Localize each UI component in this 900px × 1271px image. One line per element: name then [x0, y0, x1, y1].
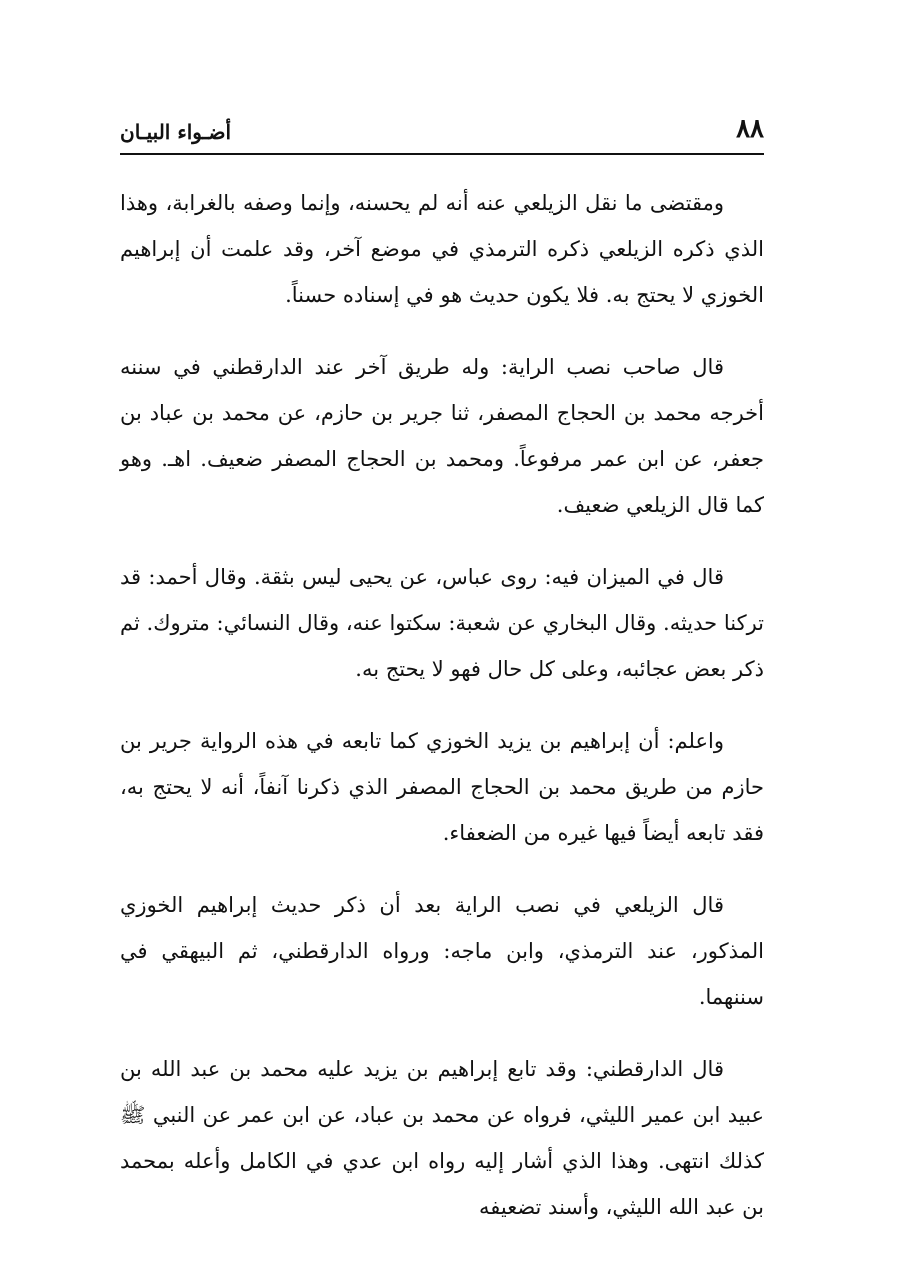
paragraph: قال الزيلعي في نصب الراية بعد أن ذكر حديث إبراهيم الخوزي المذكور، عند الترمذي، وابن ماجه: ورواه الدارقطني، ثم البيهقي في سننهما.	[120, 893, 764, 1009]
paragraph: قال صاحب نصب الراية: وله طريق آخر عند الدارقطني في سننه أخرجه محمد بن الحجاج المصفر، ثنا جرير بن حازم، عن محمد بن عباد بن جعفر، عن ابن عمر مرفوعاً. ومحمد بن الحجاج المصفر ضعيف. اهـ. وهو كما قال الزيلعي ضعيف.	[120, 355, 764, 517]
page-number: ٨٨	[736, 114, 764, 144]
page-body	[120, 180, 764, 1230]
paragraph: واعلم: أن إبراهيم بن يزيد الخوزي كما تابعه في هذه الرواية جرير بن حازم من طريق محمد بن الحجاج المصفر الذي ذكرنا آنفاً، أنه لا يحتج به، فقد تابعه أيضاً فيها غيره من الضعفاء.	[120, 729, 764, 845]
paragraph: قال الدارقطني: وقد تابع إبراهيم بن يزيد عليه محمد بن عبد الله بن عبيد ابن عمير الليثي، فرواه عن محمد بن عباد، عن ابن عمر عن النبي ﷺ كذلك انتهى. وهذا الذي أشار إليه رواه ابن عدي في الكامل وأعله بمحمد بن عبد الله الليثي، وأسند تضعيفه	[120, 1057, 764, 1219]
paragraph: ومقتضى ما نقل الزيلعي عنه أنه لم يحسنه، وإنما وصفه بالغرابة، وهذا الذي ذكره الزيلعي ذكره الترمذي في موضع آخر، وقد علمت أن إبراهيم الخوزي لا يحتج به. فلا يكون حديث هو في إسناده حسناً.	[120, 191, 764, 307]
paragraph: قال في الميزان فيه: روى عباس، عن يحيى ليس بثقة. وقال أحمد: قد تركنا حديثه. وقال البخاري عن شعبة: سكتوا عنه، وقال النسائي: متروك. ثم ذكر بعض عجائبه، وعلى كل حال فهو لا يحتج به.	[120, 565, 764, 681]
book-title: أضـواء البيـان	[120, 120, 232, 144]
page-header	[120, 108, 764, 152]
header-divider	[120, 153, 764, 155]
